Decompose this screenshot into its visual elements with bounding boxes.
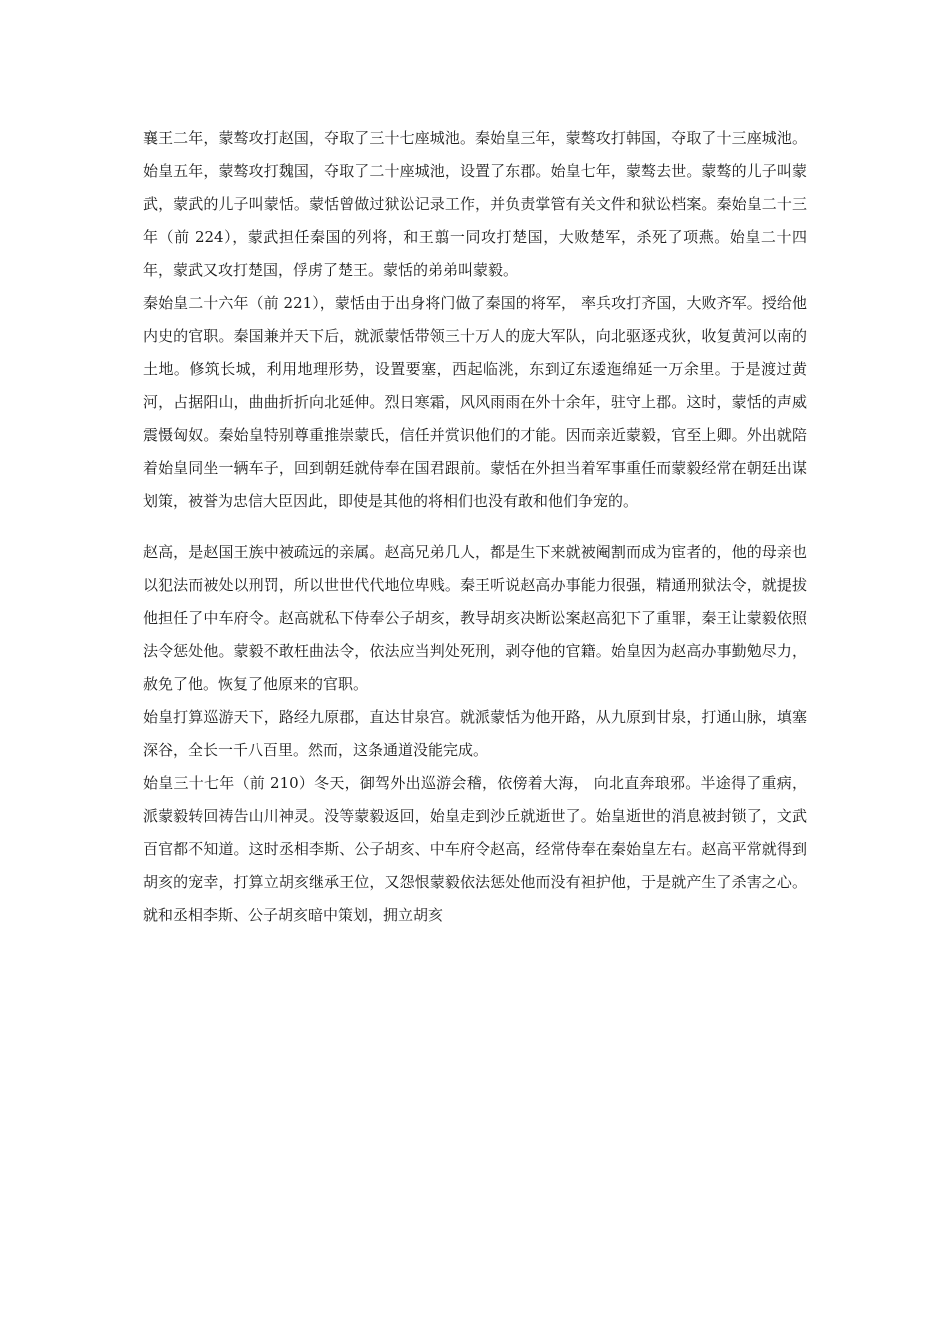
- paragraph-gap: [143, 518, 807, 536]
- paragraph-zhao-gao: 赵高，是赵国王族中被疏远的亲属。赵高兄弟几人，都是生下来就被阉割而成为宦者的，他的母亲也以犯法而被处以刑罚，所以世世代代地位卑贱。秦王听说赵高办事能力很强，精通刑狱法令，就提拔他担任了中车府令。赵高就私下侍奉公子胡亥，教导胡亥决断讼案赵高犯下了重罪，秦王让蒙毅依照法令惩处他。蒙毅不敢枉曲法令，依法应当判处死刑，剥夺他的官籍。始皇因为赵高办事勤勉尽力，赦免了他。恢复了他原来的官职。: [143, 543, 807, 693]
- paragraph-shaqiu: 始皇三十七年（前 210）冬天，御驾外出巡游会稽，依傍着大海， 向北直奔琅邪。半途得了重病，派蒙毅转回祷告山川神灵。没等蒙毅返回，始皇走到沙丘就逝世了。始皇逝世的消息被封锁了，文武百官都不知道。这时丞相李斯、公子胡亥、中车府令赵高，经常侍奉在秦始皇左右。赵高平常就得到胡亥的宠幸，打算立胡亥继承王位，又怨恨蒙毅依法惩处他而没有袒护他，于是就产生了杀害之心。就和丞相李斯、公子胡亥暗中策划，拥立胡亥: [143, 774, 807, 924]
- paragraph-tour-road: 始皇打算巡游天下，路经九原郡，直达甘泉宫。就派蒙恬为他开路，从九原到甘泉，打通山脉，填塞深谷，全长一千八百里。然而，这条通道没能完成。: [143, 708, 807, 759]
- document-body: [143, 122, 807, 932]
- paragraph-meng-ao: 襄王二年，蒙骜攻打赵国，夺取了三十七座城池。秦始皇三年，蒙骜攻打韩国，夺取了十三座城池。始皇五年，蒙骜攻打魏国，夺取了二十座城池，设置了东郡。始皇七年，蒙骜去世。蒙骜的儿子叫蒙武，蒙武的儿子叫蒙恬。蒙恬曾做过狱讼记录工作，并负责掌管有关文件和狱讼档案。秦始皇二十三年（前 224），蒙武担任秦国的列将，和王翦一同攻打楚国，大败楚军，杀死了项燕。始皇二十四年，蒙武又攻打楚国，俘虏了楚王。蒙恬的弟弟叫蒙毅。: [143, 129, 807, 279]
- paragraph-meng-tian: 秦始皇二十六年（前 221），蒙恬由于出身将门做了秦国的将军， 率兵攻打齐国，大败齐军。授给他内史的官职。秦国兼并天下后，就派蒙恬带领三十万人的庞大军队，向北驱逐戎狄，收复黄河以南的土地。修筑长城，利用地理形势，设置要塞，西起临洮，东到辽东逶迤绵延一万余里。于是渡过黄河，占据阳山，曲曲折折向北延伸。烈日寒霜，风风雨雨在外十余年，驻守上郡。这时，蒙恬的声威震慑匈奴。秦始皇特别尊重推崇蒙氏，信任并赏识他们的才能。因而亲近蒙毅，官至上卿。外出就陪着始皇同坐一辆车子，回到朝廷就侍奉在国君跟前。蒙恬在外担当着军事重任而蒙毅经常在朝廷出谋划策，被誉为忠信大臣因此，即使是其他的将相们也没有敢和他们争宠的。: [143, 294, 807, 510]
